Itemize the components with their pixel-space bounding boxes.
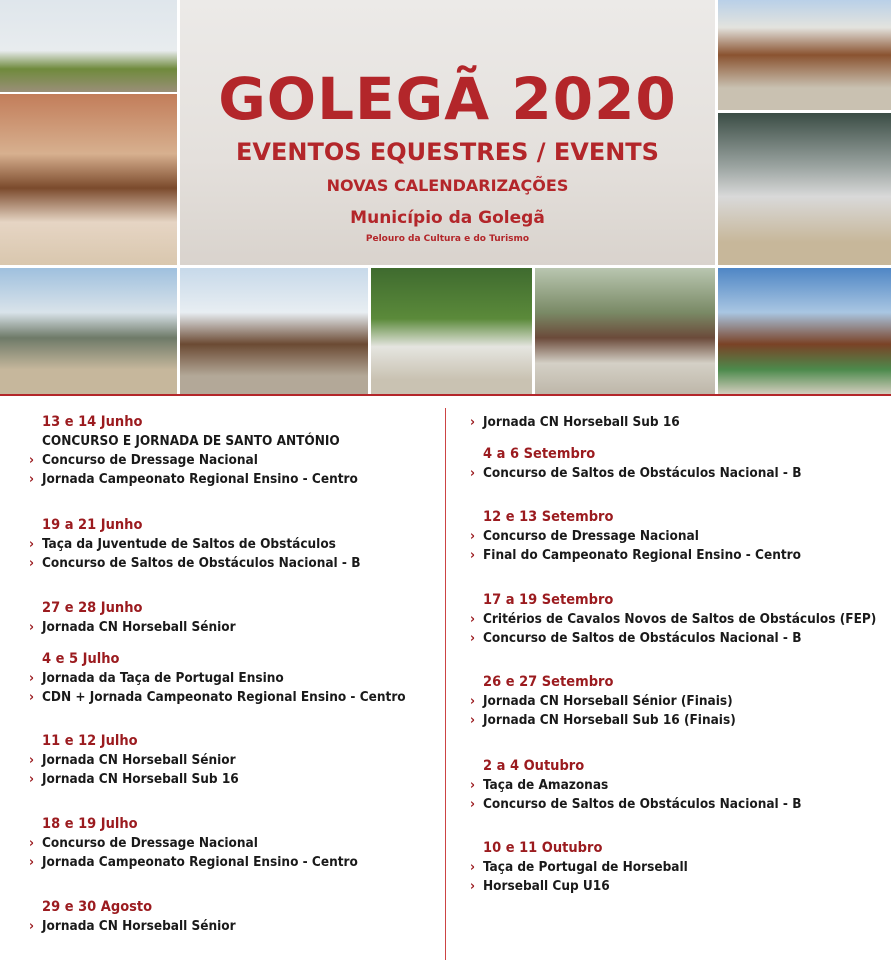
event-item-label: Jornada CN Horseball Sub 16: [42, 771, 239, 787]
subtitle: EVENTOS EQUESTRES / EVENTS: [236, 138, 659, 166]
event-item-label: Critérios de Cavalos Novos de Saltos de Obstáculos (FEP): [483, 611, 877, 627]
bullet-chevron-icon: ›: [29, 619, 35, 635]
event-group: [29, 650, 406, 707]
event-date: 13 e 14 Junho: [42, 414, 143, 430]
bullet-chevron-icon: ›: [470, 859, 476, 875]
event-item-label: Jornada da Taça de Portugal Ensino: [42, 670, 284, 686]
event-item-label: Concurso de Saltos de Obstáculos Nacional - B: [483, 796, 802, 812]
event-item-label: Concurso de Dressage Nacional: [42, 835, 258, 851]
event-date: 18 e 19 Julho: [42, 816, 138, 832]
event-item-label: Jornada CN Horseball Sub 16: [483, 414, 680, 430]
event-group: [470, 591, 876, 648]
event-item: [470, 464, 801, 483]
bullet-chevron-icon: ›: [470, 465, 476, 481]
event-item-label: Concurso de Dressage Nacional: [42, 452, 258, 468]
event-group: [470, 445, 801, 483]
bullet-chevron-icon: ›: [470, 630, 476, 646]
event-item-label: Concurso de Dressage Nacional: [483, 528, 699, 544]
photo-carriage-driving: [535, 268, 715, 395]
event-date: 12 e 13 Setembro: [483, 509, 614, 525]
event-item-label: Jornada CN Horseball Sénior: [42, 918, 236, 934]
event-item: [29, 688, 406, 707]
bullet-chevron-icon: ›: [470, 712, 476, 728]
photo-horse-handler: [718, 0, 891, 110]
event-item: [470, 877, 688, 896]
event-date: 29 e 30 Agosto: [42, 899, 153, 915]
event-item-label: Jornada CN Horseball Sénior: [42, 619, 236, 635]
bullet-chevron-icon: ›: [470, 528, 476, 544]
bullet-chevron-icon: ›: [29, 471, 35, 487]
event-group: [29, 898, 236, 936]
bullet-chevron-icon: ›: [29, 452, 35, 468]
event-item-label: Taça de Amazonas: [483, 777, 609, 793]
event-item: [29, 770, 239, 789]
event-group: [470, 508, 801, 565]
photo-border: [0, 394, 891, 396]
event-item-label: Jornada CN Horseball Sub 16 (Finais): [483, 712, 736, 728]
event-item-label: Taça da Juventude de Saltos de Obstáculos: [42, 536, 336, 552]
column-divider: [445, 408, 446, 960]
event-item-label: Concurso de Saltos de Obstáculos Nacional - B: [42, 555, 361, 571]
event-group: [470, 413, 680, 432]
bullet-chevron-icon: ›: [29, 670, 35, 686]
bullet-chevron-icon: ›: [470, 796, 476, 812]
event-group: [470, 757, 801, 814]
department: Pelouro da Cultura e do Turismo: [365, 234, 530, 244]
event-date: 4 e 5 Julho: [42, 651, 120, 667]
event-item: [29, 618, 236, 637]
event-item-label: Jornada Campeonato Regional Ensino - Centro: [42, 854, 358, 870]
event-item-label: Horseball Cup U16: [483, 878, 610, 894]
event-group: [29, 516, 360, 573]
event-item: [29, 470, 358, 489]
event-group: [29, 732, 239, 789]
event-date: 17 a 19 Setembro: [483, 592, 614, 608]
event-date: 2 a 4 Outubro: [483, 758, 585, 774]
event-item: [29, 917, 236, 936]
photo-show-jumping: [0, 94, 177, 265]
event-item: [470, 527, 801, 546]
event-date: 4 a 6 Setembro: [483, 446, 596, 462]
event-group: [470, 673, 736, 730]
event-item: [29, 535, 360, 554]
event-item: [470, 711, 736, 730]
event-group: [29, 413, 358, 489]
event-date: 19 a 21 Junho: [42, 517, 143, 533]
event-item: [470, 795, 801, 814]
bullet-chevron-icon: ›: [470, 414, 476, 430]
bullet-chevron-icon: ›: [29, 555, 35, 571]
event-item: [29, 751, 239, 770]
event-group: [29, 815, 358, 872]
event-item-label: CDN + Jornada Campeonato Regional Ensino - Centro: [42, 689, 406, 705]
bullet-chevron-icon: ›: [470, 878, 476, 894]
bullet-chevron-icon: ›: [29, 752, 35, 768]
photo-carriage-parade: [180, 268, 368, 395]
event-item: [29, 834, 358, 853]
event-date: 10 e 11 Outubro: [483, 840, 603, 856]
event-item-label: Jornada CN Horseball Sénior (Finais): [483, 693, 733, 709]
event-item-label: Concurso de Saltos de Obstáculos Nacional - B: [483, 630, 802, 646]
event-heading: CONCURSO E JORNADA DE SANTO ANTÓNIO: [42, 433, 340, 449]
event-date: 26 e 27 Setembro: [483, 674, 614, 690]
event-item: [470, 776, 801, 795]
photo-horseball-riders: [0, 0, 177, 92]
event-item: [470, 858, 688, 877]
bullet-chevron-icon: ›: [470, 693, 476, 709]
event-group: [29, 599, 236, 637]
photo-dressage: [371, 268, 532, 395]
event-item: [29, 669, 406, 688]
tagline: NOVAS CALENDARIZAÇÕES: [326, 176, 569, 195]
event-item: [470, 413, 680, 432]
event-item: [470, 546, 801, 565]
bullet-chevron-icon: ›: [29, 536, 35, 552]
photo-bull-rider: [0, 268, 177, 395]
bullet-chevron-icon: ›: [29, 689, 35, 705]
organization: Município da Golegã: [350, 208, 545, 228]
bullet-chevron-icon: ›: [29, 854, 35, 870]
bullet-chevron-icon: ›: [29, 918, 35, 934]
event-item-label: Jornada Campeonato Regional Ensino - Centro: [42, 471, 358, 487]
title-banner: [180, 0, 715, 265]
event-item: [29, 853, 358, 872]
photo-white-horse-arena: [718, 113, 891, 265]
event-date: 11 e 12 Julho: [42, 733, 138, 749]
event-item: [470, 610, 876, 629]
event-date: 27 e 28 Junho: [42, 600, 143, 616]
event-item: [29, 554, 360, 573]
bullet-chevron-icon: ›: [470, 611, 476, 627]
bullet-chevron-icon: ›: [470, 547, 476, 563]
page-title: GOLEGÃ 2020: [218, 65, 677, 133]
event-group: [470, 839, 688, 896]
event-item: [470, 629, 876, 648]
event-item-label: Jornada CN Horseball Sénior: [42, 752, 236, 768]
bullet-chevron-icon: ›: [470, 777, 476, 793]
event-item-label: Concurso de Saltos de Obstáculos Nacional - B: [483, 465, 802, 481]
bullet-chevron-icon: ›: [29, 835, 35, 851]
event-item: [29, 451, 358, 470]
photo-jumping-horse: [718, 268, 891, 395]
event-item: [470, 692, 736, 711]
bullet-chevron-icon: ›: [29, 771, 35, 787]
event-item-label: Final do Campeonato Regional Ensino - Centro: [483, 547, 802, 563]
event-item-label: Taça de Portugal de Horseball: [483, 859, 688, 875]
